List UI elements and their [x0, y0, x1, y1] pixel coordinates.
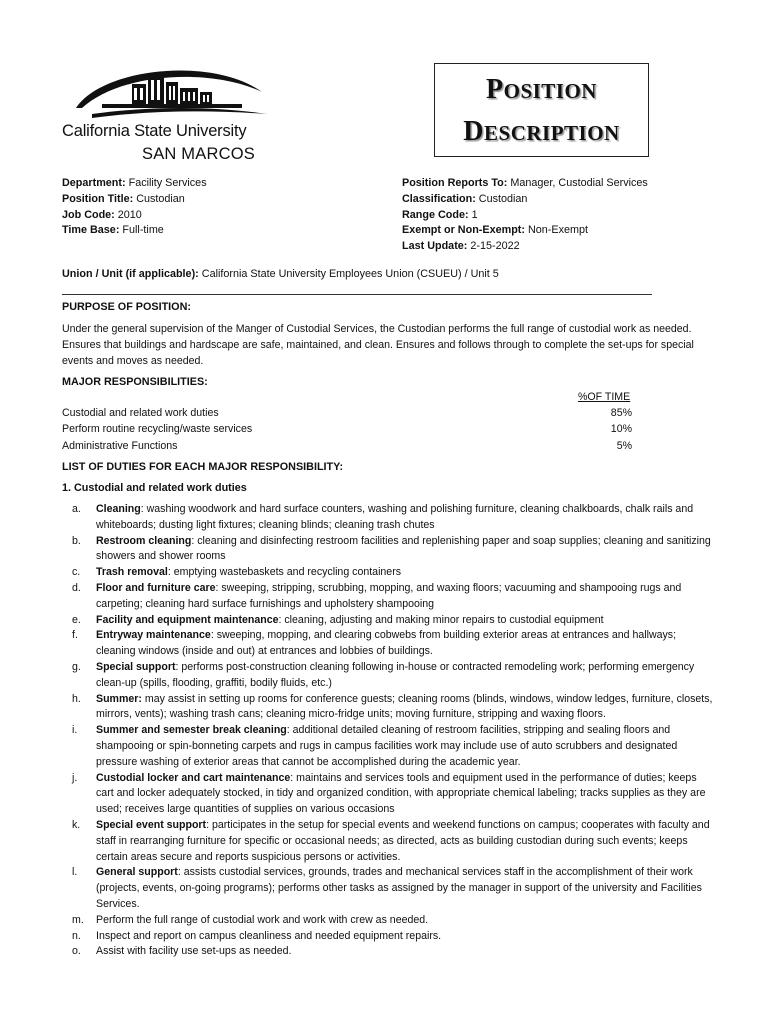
- duty-letter: n.: [72, 929, 81, 942]
- title-line-2-rest: ESCRIPTION: [484, 121, 620, 145]
- duty-text: : sweeping, stripping, scrubbing, mopping, and waxing floors; vacuuming and shampooing rugs and carpeting; cleaning hard surface furnishings and upholstery shampooing: [96, 581, 682, 610]
- responsibility-row: [62, 423, 632, 439]
- union-line: [62, 268, 499, 280]
- duty-list: [62, 502, 714, 960]
- duty-text: : sweeping, mopping, and clearing cobwebs from building exterior areas at entrances and hallways; cleaning windows (inside and out) at entrances and lobbies of buildings.: [96, 629, 677, 658]
- meta-label: Department:: [62, 177, 126, 189]
- meta-last-update: [402, 239, 648, 255]
- meta-job-code: [62, 208, 207, 224]
- meta-exempt-status: [402, 223, 648, 239]
- duty-item: [62, 565, 714, 581]
- responsibility-percent: 85%: [610, 407, 632, 419]
- union-label: Union / Unit (if applicable):: [62, 268, 199, 280]
- meta-value: Facility Services: [128, 177, 207, 189]
- duty-term: Cleaning: [96, 503, 141, 515]
- section-divider: [62, 294, 652, 295]
- duty-letter: k.: [72, 818, 81, 831]
- meta-value: Non-Exempt: [527, 224, 588, 237]
- meta-range-code: [402, 208, 648, 224]
- responsibility-row: [62, 407, 632, 423]
- duty-item: [62, 534, 714, 566]
- duty-term: Facility and equipment maintenance: [96, 613, 279, 626]
- title-line-2-initial: D: [463, 116, 485, 147]
- major-responsibilities-heading: MAJOR RESPONSIBILITIES:: [62, 376, 208, 388]
- meta-right-column: [402, 176, 648, 255]
- duty-letter: f.: [72, 629, 78, 642]
- responsibility-percent: 5%: [616, 440, 632, 452]
- meta-value: 2-15-2022: [470, 240, 520, 253]
- duty-letter: l.: [72, 866, 78, 879]
- duty-term: General support: [96, 866, 178, 879]
- meta-position-title: [62, 192, 207, 208]
- duty-text: : additional detailed cleaning of restroom facilities, stripping and sealing floors and shampooing or spin-bonneting carpets and rugs in campus facilities work may include use of auto scrubbers and designated pressure washing of exterior areas that cannot be accomplished during the academic year.: [96, 724, 678, 768]
- duty-term: Floor and furniture care: [96, 581, 216, 594]
- duty-letter: e.: [72, 613, 81, 626]
- percent-of-time-header: %OF TIME: [578, 391, 631, 403]
- meta-value: 2010: [117, 208, 142, 221]
- meta-value: Manager, Custodial Services: [510, 177, 648, 189]
- duties-subheading: 1. Custodial and related work duties: [62, 482, 247, 494]
- duty-letter: j.: [72, 771, 78, 784]
- responsibility-label: Custodial and related work duties: [62, 407, 219, 419]
- duty-text: Assist with facility use set-ups as needed.: [96, 945, 292, 958]
- meta-time-base: [62, 223, 207, 239]
- duty-item: [62, 628, 714, 660]
- purpose-text: Under the general supervision of the Manger of Custodial Services, the Custodian performs the full range of custodial work as needed. Ensures that buildings and hardscape are safe, maintained, and clean. Ensures and follows through to complete the set-ups for special events and moves as needed.: [62, 323, 694, 367]
- duty-item: [62, 929, 714, 945]
- responsibility-percent: 10%: [610, 423, 632, 435]
- university-logo: [62, 62, 282, 168]
- duty-item: [62, 692, 714, 724]
- purpose-heading: PURPOSE OF POSITION:: [62, 301, 191, 313]
- duty-letter: g.: [72, 660, 81, 673]
- responsibility-label: Perform routine recycling/waste services: [62, 423, 253, 435]
- duty-term: Special support: [96, 660, 176, 673]
- duty-term: Summer and semester break cleaning: [96, 724, 287, 737]
- duty-item: [62, 660, 714, 692]
- duty-term: Trash removal: [96, 566, 168, 579]
- duty-term: Summer:: [96, 692, 142, 705]
- duty-text: may assist in setting up rooms for conference guests; cleaning rooms (blinds, windows, window ledges, furniture, closets, mirrors, vents); washing trash cans; cleaning micro-fridge units; moving furniture, stripping and waxing floors.: [96, 692, 713, 721]
- duty-text: : assists custodial services, grounds, trades and mechanical services staff in the accomplishment of their work (projects, events, on-going programs); performs other tasks as assigned by the manager in support of the university and Facilities Services.: [96, 866, 702, 910]
- meta-label: Position Title:: [62, 192, 134, 205]
- duty-item: [62, 502, 714, 534]
- duties-heading: LIST OF DUTIES FOR EACH MAJOR RESPONSIBILITY:: [62, 461, 344, 473]
- union-value: California State University Employees Union (CSUEU) / Unit 5: [201, 268, 499, 280]
- meta-label: Last Update:: [402, 240, 468, 253]
- meta-value: 1: [471, 208, 478, 221]
- duty-text: : cleaning and disinfecting restroom facilities and replenishing paper and soap supplies; cleaning and sanitizing showers and shower rooms: [96, 534, 711, 563]
- meta-label: Time Base:: [62, 224, 120, 237]
- duty-letter: o.: [72, 945, 81, 958]
- title-line-1-rest: OSITION: [503, 79, 597, 103]
- title-line-1-initial: P: [486, 74, 504, 105]
- meta-label: Job Code:: [62, 208, 115, 221]
- duty-text: : emptying wastebaskets and recycling containers: [167, 566, 402, 579]
- meta-label: Position Reports To:: [402, 177, 508, 189]
- duty-term: Restroom cleaning: [96, 534, 192, 547]
- duty-item: [62, 771, 714, 818]
- meta-reports-to: [402, 176, 648, 192]
- duty-letter: h.: [72, 692, 81, 705]
- meta-value: Full-time: [122, 224, 164, 237]
- meta-department: [62, 176, 207, 192]
- meta-label: Exempt or Non-Exempt:: [402, 224, 525, 237]
- meta-value: Custodian: [478, 192, 528, 205]
- logo-university-name: California State University: [62, 122, 247, 140]
- duty-letter: i.: [72, 724, 78, 737]
- duty-letter: b.: [72, 534, 81, 547]
- position-description-title: [434, 63, 649, 157]
- duty-text: Perform the full range of custodial work and work with crew as needed.: [96, 913, 429, 926]
- duty-text: Inspect and report on campus cleanliness and needed equipment repairs.: [96, 929, 442, 942]
- duty-text: : maintains and services tools and equipment used in the performance of duties; keeps cart and locker adequately stocked, in tidy and organized condition, with appropriate chemical labeling; tracks supplies as they are used; receives large quantities of supplies on various occasions: [96, 771, 706, 816]
- duty-item: [62, 865, 714, 912]
- duty-item: [62, 723, 714, 770]
- meta-value: Custodian: [136, 192, 185, 205]
- title-line-1: [435, 74, 648, 106]
- campus-building-logo-icon: [62, 62, 282, 122]
- duty-item: [62, 581, 714, 613]
- duty-term: Custodial locker and cart maintenance: [96, 771, 291, 784]
- duty-letter: d.: [72, 581, 81, 594]
- duty-letter: m.: [72, 913, 84, 926]
- meta-left-column: [62, 176, 207, 239]
- duty-term: Special event support: [96, 818, 207, 831]
- duty-text: : participates in the setup for special events and weekend functions on campus; cooperates with faculty and staff in rearranging furniture for specific or occasional needs; as directed, acts as building custodian during such events; keeps certain areas secure and reports suspicious persons or activities.: [96, 818, 710, 863]
- duty-text: : washing woodwork and hard surface counters, washing and polishing furniture, cleaning chalkboards, chalk rails and whiteboards; dusting light fixtures; cleaning blinds; cleaning trash chutes: [96, 503, 694, 531]
- duty-item: [62, 913, 714, 929]
- meta-label: Range Code:: [402, 208, 469, 221]
- duty-term: Entryway maintenance: [96, 629, 211, 642]
- meta-label: Classification:: [402, 192, 476, 205]
- duty-letter: a.: [72, 503, 81, 515]
- duty-item: [62, 818, 714, 865]
- duty-letter: c.: [72, 566, 81, 579]
- logo-campus-name: SAN MARCOS: [142, 145, 255, 163]
- duty-text: : performs post-construction cleaning following in-house or contracted remodeling work; performing emergency clean-up (spills, flooding, graffiti, bodily fluids, etc.): [96, 660, 695, 689]
- responsibility-label: Administrative Functions: [62, 440, 178, 452]
- title-line-2: [435, 116, 648, 148]
- duty-item: [62, 613, 714, 629]
- duty-item: [62, 944, 714, 960]
- duty-text: : cleaning, adjusting and making minor repairs to custodial equipment: [278, 613, 604, 626]
- meta-classification: [402, 192, 648, 208]
- responsibility-row: [62, 440, 632, 456]
